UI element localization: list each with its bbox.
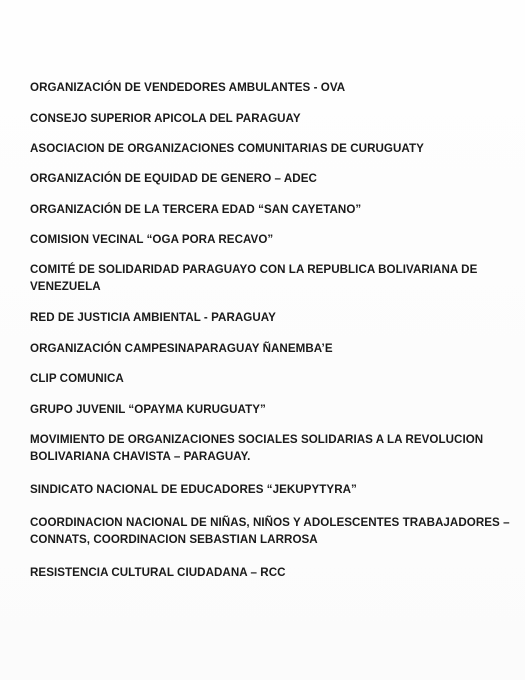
- list-item: [30, 261, 510, 295]
- entry-line: SINDICATO NACIONAL DE EDUCADORES “JEKUPYTYRA”: [30, 483, 357, 496]
- entry-line: CLIP COMUNICA: [30, 372, 124, 385]
- entry-line: BOLIVARIANA CHAVISTA – PARAGUAY.: [30, 450, 251, 463]
- list-item: [30, 481, 510, 498]
- entry-line: CONNATS, COORDINACION SEBASTIAN LARROSA: [30, 533, 318, 546]
- list-item: [30, 340, 510, 357]
- entry-line: RESISTENCIA CULTURAL CIUDADANA – RCC: [30, 566, 286, 579]
- list-item: [30, 201, 510, 218]
- entry-line: CONSEJO SUPERIOR APICOLA DEL PARAGUAY: [30, 112, 301, 125]
- entry-line: ORGANIZACIÓN DE VENDEDORES AMBULANTES - OVA: [30, 81, 346, 94]
- list-item: [30, 140, 510, 157]
- entry-line: MOVIMIENTO DE ORGANIZACIONES SOCIALES SOLIDARIAS A LA REVOLUCION: [30, 433, 484, 446]
- list-item: [30, 170, 510, 187]
- entry-line: ORGANIZACIÓN DE LA TERCERA EDAD “SAN CAYETANO”: [30, 203, 362, 216]
- list-item: [30, 309, 510, 326]
- list-item: [30, 370, 510, 387]
- list-item: [30, 514, 510, 548]
- entry-line: ORGANIZACIÓN DE EQUIDAD DE GENERO – ADEC: [30, 172, 317, 185]
- list-item: [30, 431, 510, 465]
- entry-line: GRUPO JUVENIL “OPAYMA KURUGUATY”: [30, 403, 266, 416]
- list-item: [30, 79, 510, 96]
- list-item: [30, 564, 510, 581]
- entry-line: COORDINACION NACIONAL DE NIÑAS, NIÑOS Y ADOLESCENTES TRABAJADORES –: [30, 516, 510, 529]
- entry-line: ASOCIACION DE ORGANIZACIONES COMUNITARIAS DE CURUGUATY: [30, 142, 424, 155]
- list-item: [30, 231, 510, 248]
- list-item: [30, 110, 510, 127]
- entry-line: VENEZUELA: [30, 280, 101, 293]
- entry-line: RED DE JUSTICIA AMBIENTAL - PARAGUAY: [30, 311, 276, 324]
- list-item: [30, 401, 510, 418]
- entry-line: COMISION VECINAL “OGA PORA RECAVO”: [30, 233, 274, 246]
- entry-line: COMITÉ DE SOLIDARIDAD PARAGUAYO CON LA REPUBLICA BOLIVARIANA DE: [30, 263, 478, 276]
- entry-line: ORGANIZACIÓN CAMPESINAPARAGUAY ÑANEMBA’E: [30, 342, 333, 355]
